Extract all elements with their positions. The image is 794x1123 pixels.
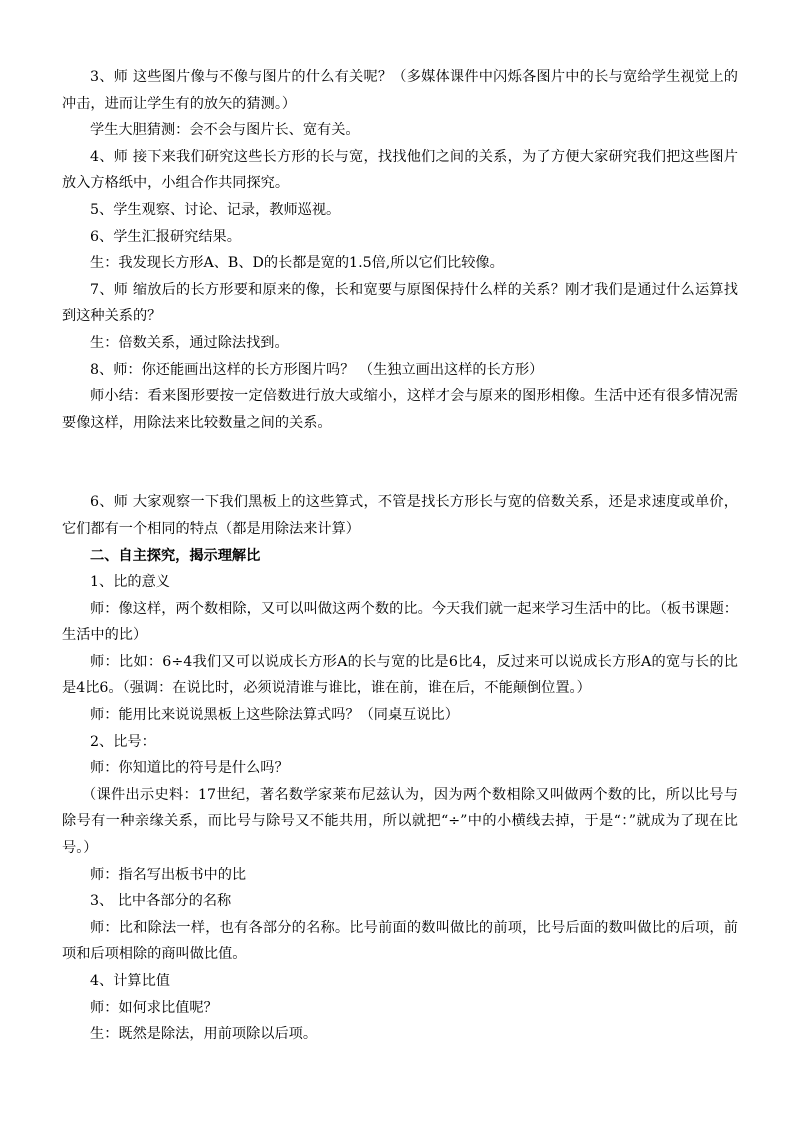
paragraph-student-guess: 学生大胆猜测：会不会与图片长、宽有关。 bbox=[90, 122, 360, 139]
subheading-meaning-of-ratio: 1、比的意义 bbox=[90, 574, 170, 591]
paragraph-student-finding: 生：我发现长方形A、B、D的长都是宽的1.5倍,所以它们比较像。 bbox=[90, 255, 504, 272]
paragraph-ratio-example: 师：比如：6÷4我们又可以说成长方形A的长与宽的比是6比4，反过来可以说成长方形A的宽与长的比是4比6。（强调：在说比时，必须说清谁与谁比，谁在前，谁在后，不能颠倒位置。） bbox=[62, 653, 738, 697]
paragraph-step-6: 6、学生汇报研究结果。 bbox=[90, 228, 241, 245]
paragraph-step-4: 4、师 接下来我们研究这些长方形的长与宽，找找他们之间的关系，为了方便大家研究我们把这些图片放入方格纸中，小组合作共同探究。 bbox=[62, 148, 738, 192]
paragraph-ratio-practice: 师：能用比来说说黑板上这些除法算式吗？（同桌互说比） bbox=[90, 707, 459, 724]
section-spacer bbox=[62, 436, 738, 489]
paragraph-ratio-parts: 师：比和除法一样，也有各部分的名称。比号前面的数叫做比的前项，比号后面的数叫做比的后项，前项和后项相除的商叫做比值。 bbox=[62, 919, 738, 963]
subheading-ratio-sign: 2、比号： bbox=[90, 733, 156, 750]
paragraph-board-observation: 6、师 大家观察一下我们黑板上的这些算式，不管是找长方形长与宽的倍数关系，还是求速度或单价，它们都有一个相同的特点（都是用除法来计算） bbox=[62, 494, 738, 537]
paragraph-ratio-sign-question: 师：你知道比的符号是什么吗？ bbox=[90, 760, 289, 777]
paragraph-ratio-value-answer: 生：既然是除法，用前项除以后项。 bbox=[90, 1026, 318, 1043]
paragraph-ratio-definition: 师：像这样，两个数相除，又可以叫做这两个数的比。今天我们就一起来学习生活中的比。（板书课题：生活中的比） bbox=[62, 600, 738, 644]
document-page bbox=[62, 64, 738, 1048]
paragraph-write-ratio: 师：指名写出板书中的比 bbox=[90, 866, 247, 883]
paragraph-ratio-value-question: 师：如何求比值呢？ bbox=[90, 999, 218, 1016]
section-heading: 二、自主探究，揭示理解比 bbox=[90, 547, 261, 564]
paragraph-step-5: 5、学生观察、讨论、记录，教师巡视。 bbox=[90, 201, 341, 218]
paragraph-ratio-history: （课件出示史料：17世纪，著名数学家莱布尼兹认为，因为两个数相除又叫做两个数的比，所以比号与除号有一种亲缘关系，而比号与除号又不能共用，所以就把“÷”中的小横线去掉，于是“：”就成为了现在比号。） bbox=[62, 786, 738, 857]
paragraph-step-7: 7、师 缩放后的长方形要和原来的像，长和宽要与原图保持什么样的关系？刚才我们是通过什么运算找到这种关系的？ bbox=[62, 281, 738, 325]
subheading-ratio-parts: 3、 比中各部分的名称 bbox=[90, 893, 232, 910]
subheading-ratio-value: 4、计算比值 bbox=[90, 973, 170, 989]
paragraph-step-8: 8、师：你还能画出这样的长方形图片吗？ （生独立画出这样的长方形） bbox=[90, 361, 544, 378]
paragraph-question-3: 3、师 这些图片像与不像与图片的什么有关呢？（多媒体课件中闪烁各图片中的长与宽给学生视觉上的冲击，进而让学生有的放矢的猜测。） bbox=[62, 69, 738, 112]
paragraph-teacher-summary: 师小结：看来图形要按一定倍数进行放大或缩小，这样才会与原来的图形相像。生活中还有很多情况需要像这样，用除法来比较数量之间的关系。 bbox=[62, 388, 738, 431]
paragraph-student-answer: 生：倍数关系，通过除法找到。 bbox=[90, 334, 289, 351]
